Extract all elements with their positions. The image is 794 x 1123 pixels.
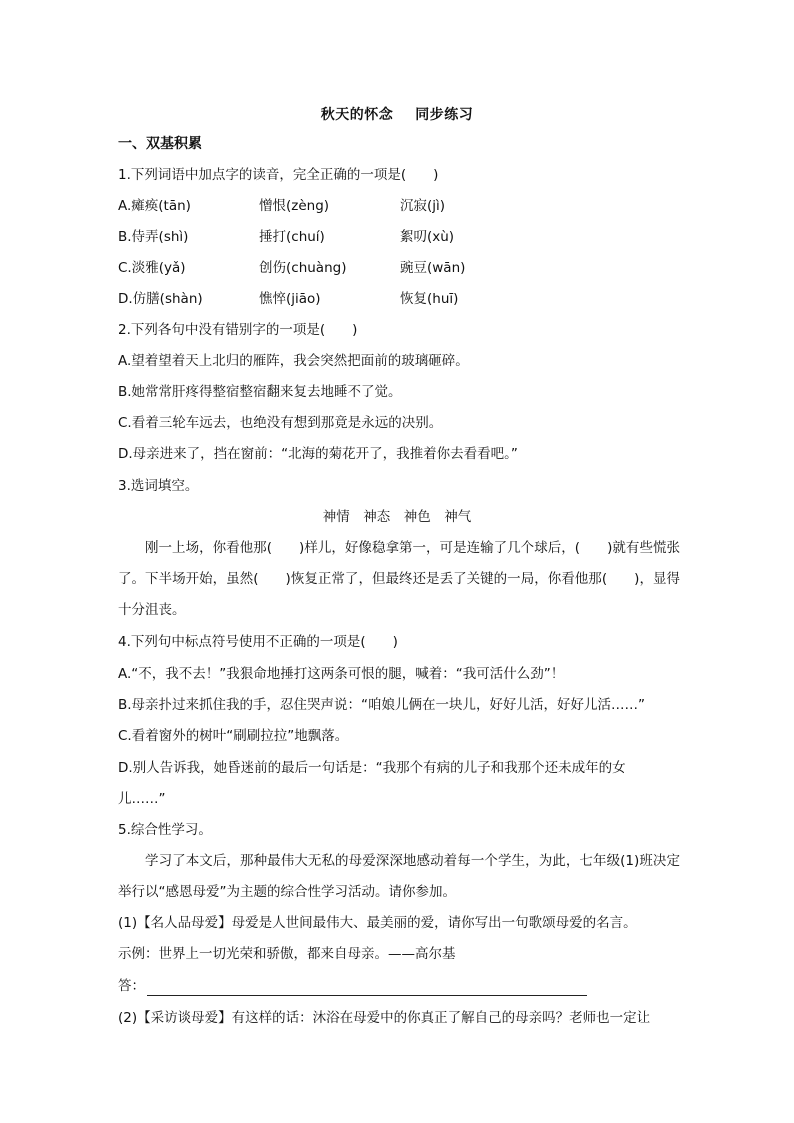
- question-3-passage: 刚一上场，你看他那( )样儿，好像稳拿第一，可是连输了几个球后，( )就有些慌张了。下半场开始，虽然( )恢复正常了，但最终还是丢了关键的一局，你看他那( )，显得十分沮丧。: [118, 540, 680, 618]
- question-5-example: 示例：世界上一切光荣和骄傲，都来自母亲。——高尔基: [118, 946, 456, 962]
- option-cell: 豌豆(wān): [400, 260, 466, 276]
- option-cell: 创伤(chuàng): [259, 260, 347, 276]
- question-2-stem: 2.下列各句中没有错别字的一项是( ): [118, 322, 358, 338]
- question-5-sub2: (2)【采访谈母爱】有这样的话：沐浴在母爱中的你真正了解自己的母亲吗？老师也一定让: [118, 1010, 651, 1026]
- page-title: [0, 104, 794, 124]
- answer-row: [118, 976, 587, 996]
- question-4-stem: 4.下列句中标点符号使用不正确的一项是( ): [118, 634, 398, 650]
- question-4-option-c: C.看着窗外的树叶“刷刷拉拉”地飘落。: [118, 728, 349, 744]
- question-1-option-d: [118, 289, 638, 309]
- option-cell: D.仿膳(shàn): [118, 291, 203, 307]
- question-2-option-a: A.望着望着天上北归的雁阵，我会突然把面前的玻璃砸碎。: [118, 353, 469, 369]
- question-5-sub1: (1)【名人品母爱】母爱是人世间最伟大、最美丽的爱，请你写出一句歌颂母爱的名言。: [118, 915, 637, 931]
- question-3-stem: 3.选词填空。: [118, 478, 199, 494]
- question-4-option-d-cont: 儿……”: [118, 791, 166, 807]
- option-cell: 捶打(chuí): [259, 229, 325, 245]
- option-cell: C.淡雅(yǎ): [118, 260, 186, 276]
- question-4-option-b: B.母亲扑过来抓住我的手，忍住哭声说：“咱娘儿俩在一块儿，好好儿活，好好儿活……”: [118, 697, 646, 713]
- option-cell: 恢复(huī): [400, 291, 459, 307]
- section-heading: 一、双基积累: [118, 136, 202, 152]
- option-cell: 憎恨(zèng): [259, 198, 330, 214]
- option-cell: B.侍弄(shì): [118, 229, 189, 245]
- question-4-option-a: A.“不，我不去！”我狠命地捶打这两条可恨的腿，喊着：“我可活什么劲”！: [118, 666, 565, 682]
- question-5-stem: 5.综合性学习。: [118, 822, 212, 838]
- option-cell: 絮叨(xù): [400, 229, 455, 245]
- answer-label: 答：: [118, 978, 145, 994]
- option-cell: 沉寂(jì): [400, 198, 446, 214]
- question-1-option-a: [118, 196, 638, 216]
- title-main: 秋天的怀念: [320, 107, 394, 123]
- option-cell: A.瘫痪(tān): [118, 198, 191, 214]
- question-2-option-d: D.母亲进来了，挡在窗前：“北海的菊花开了，我推着你去看看吧。”: [118, 446, 518, 462]
- question-1-stem: 1.下列词语中加点字的读音，完全正确的一项是( ): [118, 167, 439, 183]
- question-5-intro: 学习了本文后，那种最伟大无私的母爱深深地感动着每一个学生，为此，七年级(1)班决定举行以“感恩母爱”为主题的综合性学习活动。请你参加。: [118, 853, 680, 900]
- question-2-option-b: B.她常常肝疼得整宿整宿翻来复去地睡不了觉。: [118, 384, 402, 400]
- word-bank: 神情 神态 神色 神气: [322, 509, 472, 525]
- question-1-option-c: [118, 258, 638, 278]
- option-cell: 憔悴(jiāo): [259, 291, 321, 307]
- title-sub: 同步练习: [415, 107, 474, 123]
- question-1-option-b: [118, 227, 638, 247]
- question-4-option-d: D.别人告诉我，她昏迷前的最后一句话是：“我那个有病的儿子和我那个还未成年的女: [118, 760, 626, 776]
- answer-blank-line[interactable]: [147, 981, 587, 996]
- question-2-option-c: C.看着三轮车远去，也绝没有想到那竟是永远的决别。: [118, 415, 443, 431]
